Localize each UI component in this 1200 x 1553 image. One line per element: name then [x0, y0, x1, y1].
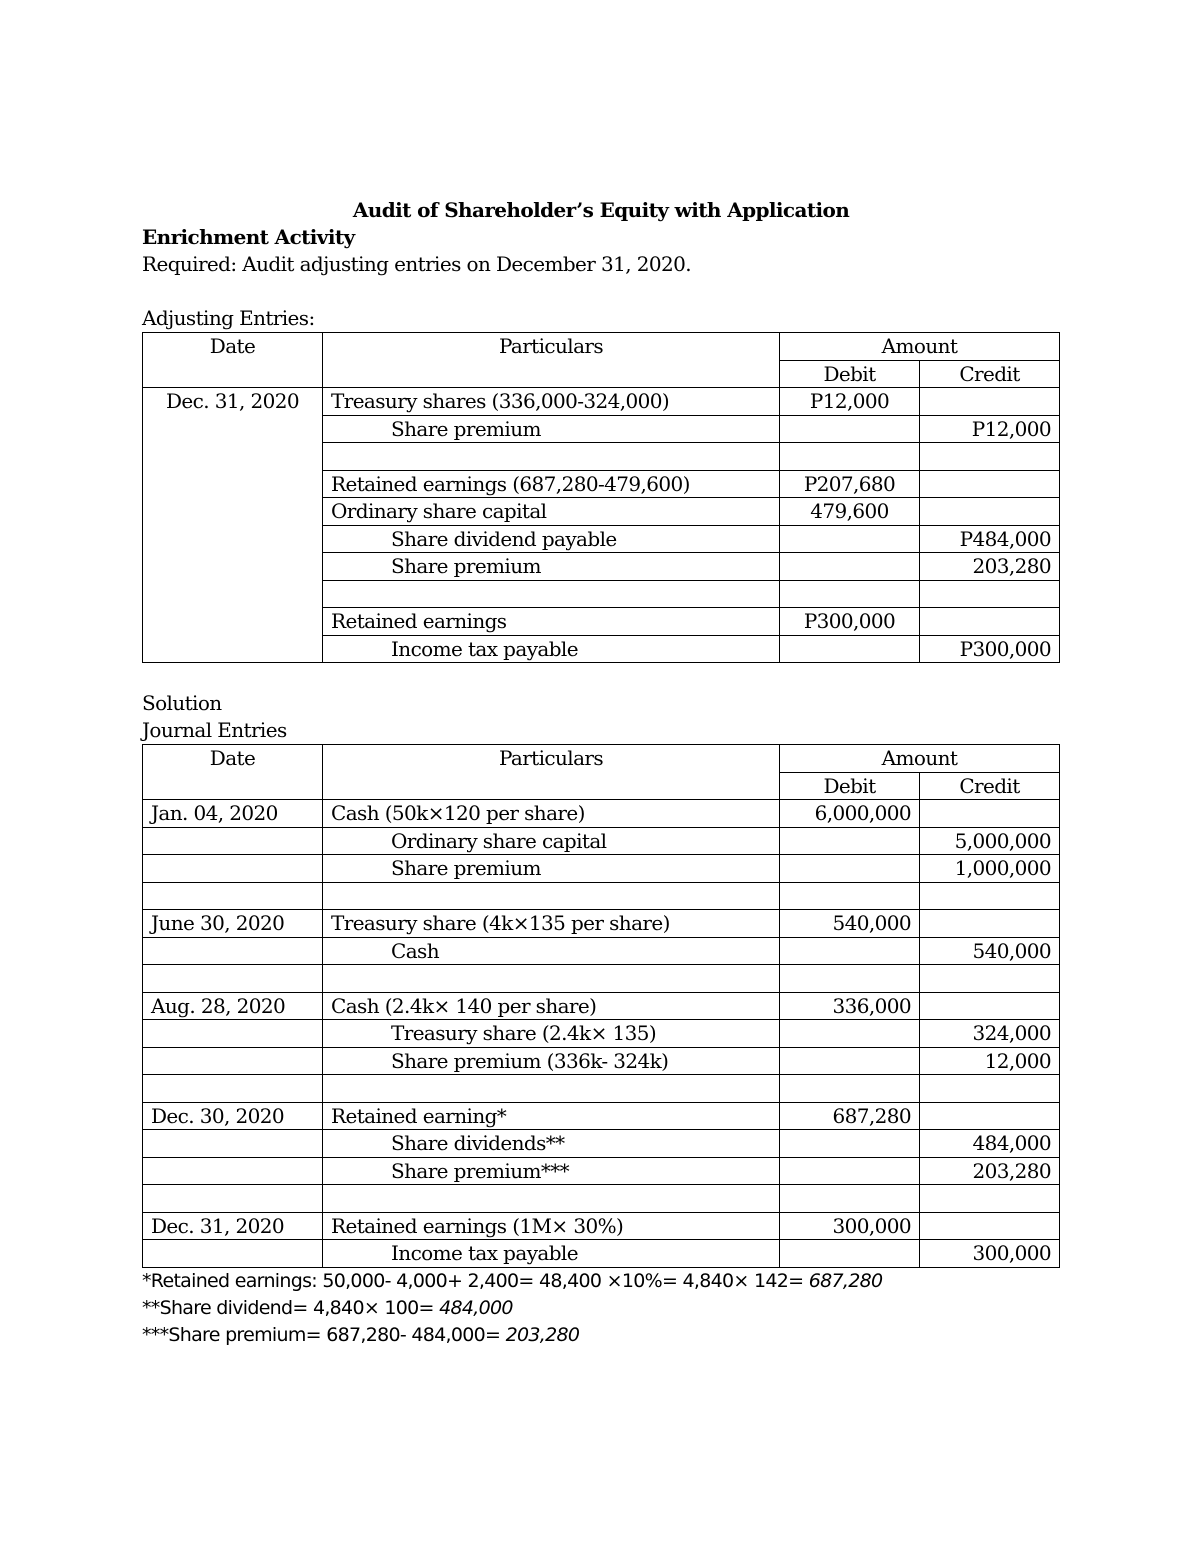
table-row — [143, 1157, 1060, 1185]
col-header-credit: Credit — [920, 360, 1060, 388]
footnote — [142, 1295, 1060, 1322]
col-header-credit: Credit — [920, 772, 1060, 800]
debit-cell — [780, 580, 920, 608]
particulars-cell: Cash (50k×120 per share) — [323, 800, 780, 828]
debit-cell: 300,000 — [780, 1212, 920, 1240]
date-cell: Dec. 30, 2020 — [143, 1102, 323, 1130]
debit-cell — [780, 1157, 920, 1185]
debit-cell — [780, 1130, 920, 1158]
particulars-cell — [323, 1185, 780, 1213]
particulars-cell: Ordinary share capital — [323, 498, 780, 526]
credit-cell — [920, 1212, 1060, 1240]
particulars-cell: Retained earnings (687,280-479,600) — [323, 470, 780, 498]
debit-cell — [780, 553, 920, 581]
col-header-amount: Amount — [780, 745, 1060, 773]
particulars-cell — [323, 882, 780, 910]
table-row — [143, 800, 1060, 828]
credit-cell — [920, 1185, 1060, 1213]
document-page — [142, 196, 1060, 1349]
table-row — [143, 1102, 1060, 1130]
debit-cell — [780, 1020, 920, 1048]
col-header-amount: Amount — [780, 333, 1060, 361]
table-row — [143, 855, 1060, 883]
debit-cell — [780, 525, 920, 553]
col-header-debit: Debit — [780, 360, 920, 388]
footnote-result: 687,280 — [808, 1269, 883, 1292]
date-cell — [143, 855, 323, 883]
particulars-cell — [323, 443, 780, 471]
table-row — [143, 1020, 1060, 1048]
date-cell: Dec. 31, 2020 — [143, 388, 323, 663]
col-header-particulars: Particulars — [323, 745, 780, 800]
footnote — [142, 1268, 1060, 1295]
particulars-cell: Share premium — [323, 553, 780, 581]
debit-cell — [780, 1240, 920, 1268]
particulars-cell: Share premium — [323, 415, 780, 443]
table-row — [143, 1047, 1060, 1075]
credit-cell: 203,280 — [920, 1157, 1060, 1185]
credit-cell — [920, 608, 1060, 636]
table-row — [143, 937, 1060, 965]
footnote-text: **Share dividend= 4,840× 100= — [142, 1296, 440, 1319]
journal-entries-heading: Journal Entries — [142, 718, 287, 742]
table-row — [143, 1075, 1060, 1103]
footnote-result: 203,280 — [505, 1323, 580, 1346]
particulars-cell: Treasury share (2.4k× 135) — [323, 1020, 780, 1048]
date-cell — [143, 1157, 323, 1185]
credit-cell — [920, 800, 1060, 828]
adjusting-entries-table — [142, 332, 1060, 663]
credit-cell: 12,000 — [920, 1047, 1060, 1075]
credit-cell: P484,000 — [920, 525, 1060, 553]
debit-cell: 540,000 — [780, 910, 920, 938]
date-cell — [143, 1075, 323, 1103]
debit-cell — [780, 855, 920, 883]
table-row — [143, 992, 1060, 1020]
debit-cell — [780, 415, 920, 443]
date-cell: Dec. 31, 2020 — [143, 1212, 323, 1240]
debit-cell — [780, 1185, 920, 1213]
particulars-cell: Share dividend payable — [323, 525, 780, 553]
col-header-debit: Debit — [780, 772, 920, 800]
credit-cell: P300,000 — [920, 635, 1060, 663]
footnote-result: 484,000 — [439, 1296, 513, 1319]
debit-cell — [780, 1047, 920, 1075]
document-subtitle: Enrichment Activity — [142, 225, 355, 249]
table-row — [143, 1185, 1060, 1213]
debit-cell — [780, 635, 920, 663]
credit-cell: 5,000,000 — [920, 827, 1060, 855]
credit-cell: 1,000,000 — [920, 855, 1060, 883]
col-header-particulars: Particulars — [323, 333, 780, 388]
credit-cell: 484,000 — [920, 1130, 1060, 1158]
requirement-text: Required: Audit adjusting entries on December 31, 2020. — [142, 252, 692, 276]
debit-cell: P12,000 — [780, 388, 920, 416]
footnote-text: ***Share premium= 687,280- 484,000= — [142, 1323, 506, 1346]
debit-cell — [780, 882, 920, 910]
particulars-cell: Income tax payable — [323, 1240, 780, 1268]
date-cell — [143, 1185, 323, 1213]
table-row — [143, 1212, 1060, 1240]
date-cell — [143, 965, 323, 993]
date-cell — [143, 827, 323, 855]
particulars-cell: Retained earning* — [323, 1102, 780, 1130]
credit-cell — [920, 965, 1060, 993]
table-row — [143, 910, 1060, 938]
particulars-cell: Cash (2.4k× 140 per share) — [323, 992, 780, 1020]
particulars-cell: Retained earnings (1M× 30%) — [323, 1212, 780, 1240]
footnotes — [142, 1268, 1060, 1349]
table-row — [143, 882, 1060, 910]
debit-cell — [780, 443, 920, 471]
debit-cell: 6,000,000 — [780, 800, 920, 828]
solution-heading: Solution — [142, 691, 222, 715]
particulars-cell: Treasury shares (336,000-324,000) — [323, 388, 780, 416]
journal-entries-table — [142, 744, 1060, 1268]
credit-cell: P12,000 — [920, 415, 1060, 443]
credit-cell — [920, 1102, 1060, 1130]
footnote-text: *Retained earnings: 50,000- 4,000+ 2,400= 48,400 ×10%= 4,840× 142= — [142, 1269, 809, 1292]
credit-cell — [920, 882, 1060, 910]
debit-cell: 479,600 — [780, 498, 920, 526]
date-cell: Aug. 28, 2020 — [143, 992, 323, 1020]
credit-cell — [920, 580, 1060, 608]
date-cell — [143, 882, 323, 910]
date-cell — [143, 937, 323, 965]
adjusting-heading: Adjusting Entries: — [142, 306, 315, 330]
credit-cell — [920, 470, 1060, 498]
date-cell: June 30, 2020 — [143, 910, 323, 938]
particulars-cell: Ordinary share capital — [323, 827, 780, 855]
table-row — [143, 388, 1060, 416]
date-cell — [143, 1240, 323, 1268]
table-row — [143, 1130, 1060, 1158]
credit-cell: 540,000 — [920, 937, 1060, 965]
date-cell: Jan. 04, 2020 — [143, 800, 323, 828]
col-header-date: Date — [143, 333, 323, 388]
particulars-cell: Treasury share (4k×135 per share) — [323, 910, 780, 938]
table-row — [143, 1240, 1060, 1268]
credit-cell — [920, 910, 1060, 938]
particulars-cell — [323, 580, 780, 608]
credit-cell: 203,280 — [920, 553, 1060, 581]
particulars-cell — [323, 965, 780, 993]
credit-cell — [920, 388, 1060, 416]
col-header-date: Date — [143, 745, 323, 800]
debit-cell: 336,000 — [780, 992, 920, 1020]
document-title: Audit of Shareholder’s Equity with Application — [352, 198, 850, 222]
particulars-cell: Cash — [323, 937, 780, 965]
credit-cell: 300,000 — [920, 1240, 1060, 1268]
footnote — [142, 1322, 1060, 1349]
particulars-cell: Share premium*** — [323, 1157, 780, 1185]
debit-cell — [780, 965, 920, 993]
particulars-cell: Income tax payable — [323, 635, 780, 663]
debit-cell — [780, 827, 920, 855]
credit-cell — [920, 443, 1060, 471]
debit-cell — [780, 937, 920, 965]
credit-cell — [920, 992, 1060, 1020]
credit-cell — [920, 1075, 1060, 1103]
debit-cell: 687,280 — [780, 1102, 920, 1130]
debit-cell — [780, 1075, 920, 1103]
date-cell — [143, 1020, 323, 1048]
table-row — [143, 965, 1060, 993]
debit-cell: P300,000 — [780, 608, 920, 636]
particulars-cell: Retained earnings — [323, 608, 780, 636]
particulars-cell: Share premium (336k- 324k) — [323, 1047, 780, 1075]
particulars-cell: Share dividends** — [323, 1130, 780, 1158]
particulars-cell — [323, 1075, 780, 1103]
debit-cell: P207,680 — [780, 470, 920, 498]
date-cell — [143, 1047, 323, 1075]
particulars-cell: Share premium — [323, 855, 780, 883]
date-cell — [143, 1130, 323, 1158]
credit-cell — [920, 498, 1060, 526]
credit-cell: 324,000 — [920, 1020, 1060, 1048]
table-row — [143, 827, 1060, 855]
